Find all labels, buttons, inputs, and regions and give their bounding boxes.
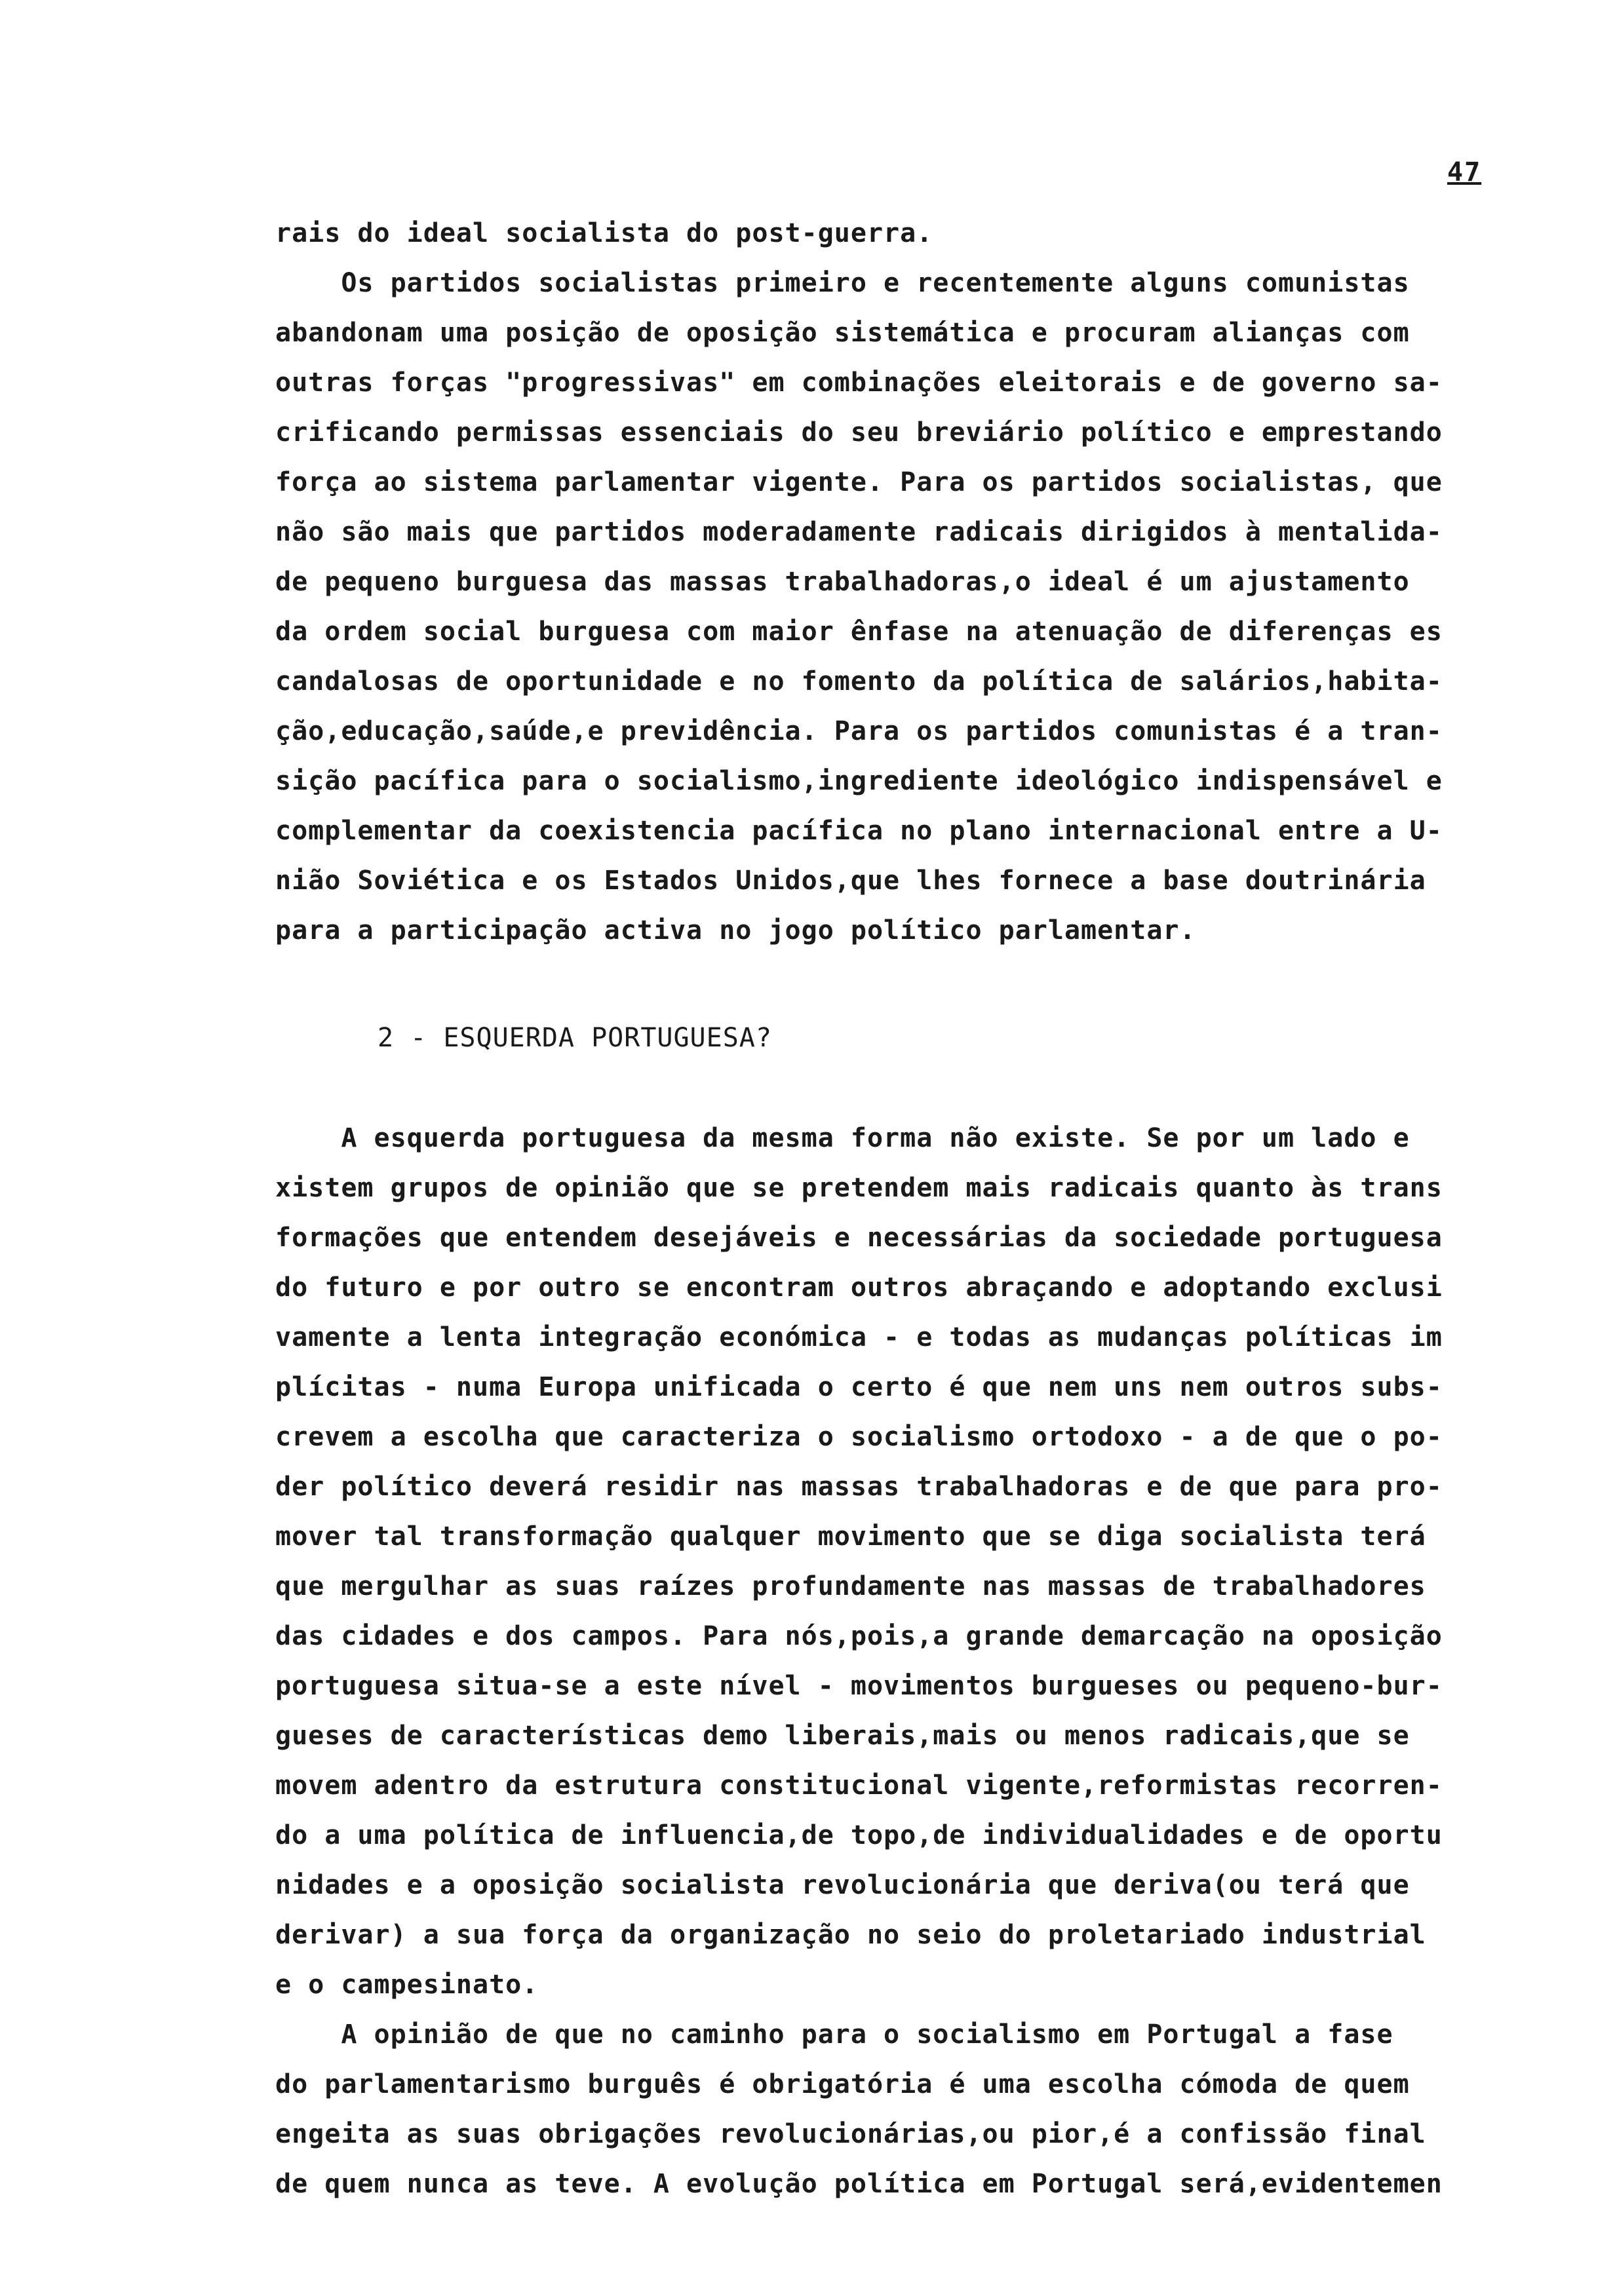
page-number: 47	[1447, 157, 1482, 187]
text-line: vamente a lenta integração económica - e todas as mudanças políticas im	[275, 1322, 1443, 1352]
text-line: força ao sistema parlamentar vigente. Para os partidos socialistas, que	[275, 467, 1443, 497]
text-line: portuguesa situa-se a este nível - movimentos burgueses ou pequeno-bur-	[275, 1671, 1443, 1701]
text-line: não são mais que partidos moderadamente radicais dirigidos à mentalida-	[275, 517, 1443, 547]
text-line: para a participação activa no jogo político parlamentar.	[275, 915, 1196, 946]
text-line: de pequeno burguesa das massas trabalhadoras,o ideal é um ajustamento	[275, 567, 1410, 597]
text-line: gueses de características demo liberais,mais ou menos radicais,que se	[275, 1721, 1410, 1751]
text-line: sição pacífica para o socialismo,ingrediente ideológico indispensável e	[275, 766, 1443, 796]
text-line: e o campesinato.	[275, 1970, 539, 2000]
text-line: crevem a escolha que caracteriza o socialismo ortodoxo - a de que o po-	[275, 1422, 1443, 1452]
text-line: do a uma política de influencia,de topo,de individualidades e de oportu	[275, 1820, 1443, 1850]
text-line: outras forças "progressivas" em combinações eleitorais e de governo sa-	[275, 368, 1443, 398]
text-line: da ordem social burguesa com maior ênfase na atenuação de diferenças es	[275, 617, 1443, 647]
text-line: abandonam uma posição de oposição sistemática e procuram alianças com	[275, 318, 1410, 348]
text-line: A opinião de que no caminho para o socialismo em Portugal a fase	[275, 2019, 1393, 2050]
text-line: mover tal transformação qualquer movimento que se diga socialista terá	[275, 1521, 1426, 1552]
text-line: ção,educação,saúde,e previdência. Para os partidos comunistas é a tran-	[275, 716, 1443, 746]
text-line: engeita as suas obrigações revolucionárias,ou pior,é a confissão final	[275, 2119, 1426, 2149]
text-line: do futuro e por outro se encontram outros abraçando e adoptando exclusi	[275, 1272, 1443, 1303]
text-line: candalosas de oportunidade e no fomento da política de salários,habita-	[275, 666, 1443, 697]
text-line: que mergulhar as suas raízes profundamente nas massas de trabalhadores	[275, 1571, 1426, 1601]
text-line: movem adentro da estrutura constitucional vigente,reformistas recorren-	[275, 1770, 1443, 1801]
text-line: xistem grupos de opinião que se pretendem mais radicais quanto às trans	[275, 1173, 1443, 1203]
paragraph-block-1	[275, 208, 1521, 955]
section-heading: 2 - ESQUERDA PORTUGUESA?	[378, 1023, 772, 1053]
text-line: Os partidos socialistas primeiro e recentemente alguns comunistas	[275, 268, 1410, 298]
text-line: nião Soviética e os Estados Unidos,que lhes fornece a base doutrinária	[275, 866, 1426, 896]
text-line: nidades e a oposição socialista revolucionária que deriva(ou terá que	[275, 1870, 1410, 1900]
text-line: der político deverá residir nas massas trabalhadoras e de que para pro-	[275, 1472, 1443, 1502]
text-line: rais do ideal socialista do post-guerra.	[275, 218, 933, 248]
text-line: formações que entendem desejáveis e necessárias da sociedade portuguesa	[275, 1223, 1443, 1253]
text-line: de quem nunca as teve. A evolução política em Portugal será,evidentemen	[275, 2169, 1443, 2199]
text-line: complementar da coexistencia pacífica no plano internacional entre a U-	[275, 816, 1443, 846]
text-line: das cidades e dos campos. Para nós,pois,a grande demarcação na oposição	[275, 1621, 1443, 1651]
text-line: crificando permissas essenciais do seu breviário político e emprestando	[275, 417, 1443, 448]
text-line: A esquerda portuguesa da mesma forma não existe. Se por um lado e	[275, 1123, 1410, 1153]
paragraph-block-2	[275, 1113, 1521, 2209]
text-line: plícitas - numa Europa unificada o certo é que nem uns nem outros subs-	[275, 1372, 1443, 1402]
text-line: derivar) a sua força da organização no seio do proletariado industrial	[275, 1920, 1426, 1950]
text-line: do parlamentarismo burguês é obrigatória é uma escolha cómoda de quem	[275, 2069, 1410, 2099]
